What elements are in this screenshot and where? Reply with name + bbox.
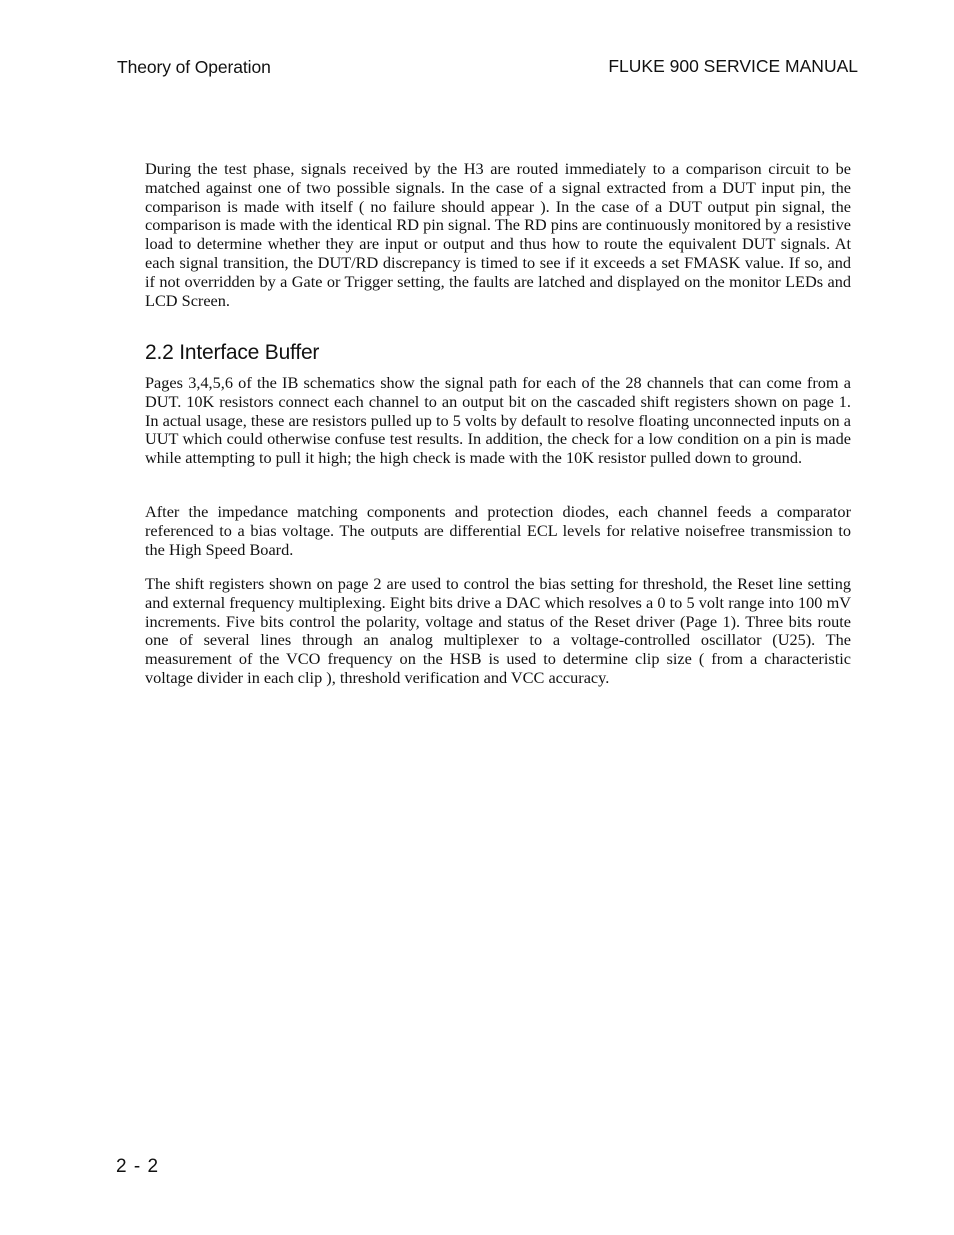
section-paragraph: After the impedance matching components and protection diodes, each channel feeds a comparator referenced to a bias voltage. The outputs are differential ECL levels for relative noisefree transmission to the High Speed Board.: [145, 502, 851, 559]
header-section-title: Theory of Operation: [117, 57, 271, 77]
section-heading: 2.2 Interface Buffer: [145, 341, 320, 364]
header-manual-title: FLUKE 900 SERVICE MANUAL: [608, 56, 858, 76]
page-number: 2 - 2: [116, 1156, 160, 1177]
section-paragraph: The shift registers shown on page 2 are used to control the bias setting for threshold, the Reset line setting and external frequency multiplexing. Eight bits drive a DAC which resolves a 0 to 5 volt range into 100 mV increments. Five bits control the polarity, voltage and status of the Reset driver (Page 1). Three bits route one of several lines through an analog multiplexer to a voltage-controlled oscillator (U25). The measurement of the VCO frequency on the HSB is used to determine clip size ( from a characteristic voltage divider in each clip ), threshold verification and VCC accuracy.: [145, 574, 851, 687]
section-paragraph: Pages 3,4,5,6 of the IB schematics show the signal path for each of the 28 channels that can come from a DUT. 10K resistors connect each channel to an output bit on the cascaded shift registers shown on page 1. In actual usage, these are resistors pulled up to 5 volts by default to resolve floating unconnected inputs on a UUT which could otherwise confuse test results. In addition, the check for a low condition on a pin is made while attempting to pull it high; the high check is made with the 10K resistor pulled down to ground.: [145, 373, 851, 468]
intro-paragraph: During the test phase, signals received by the H3 are routed immediately to a comparison circuit to be matched against one of two possible signals. In the case of a signal extracted from a DUT input pin, the comparison is made with itself ( no failure should appear ). In the case of a DUT output pin signal, the comparison is made with the identical RD pin signal. The RD pins are continuously monitored by a resistive load to determine whether they are input or output and thus how to route the equivalent DUT signals. At each signal transition, the DUT/RD discrepancy is timed to see if it exceeds a set FMASK value. If so, and if not overridden by a Gate or Trigger setting, the faults are latched and displayed on the monitor LEDs and LCD Screen.: [145, 159, 852, 310]
